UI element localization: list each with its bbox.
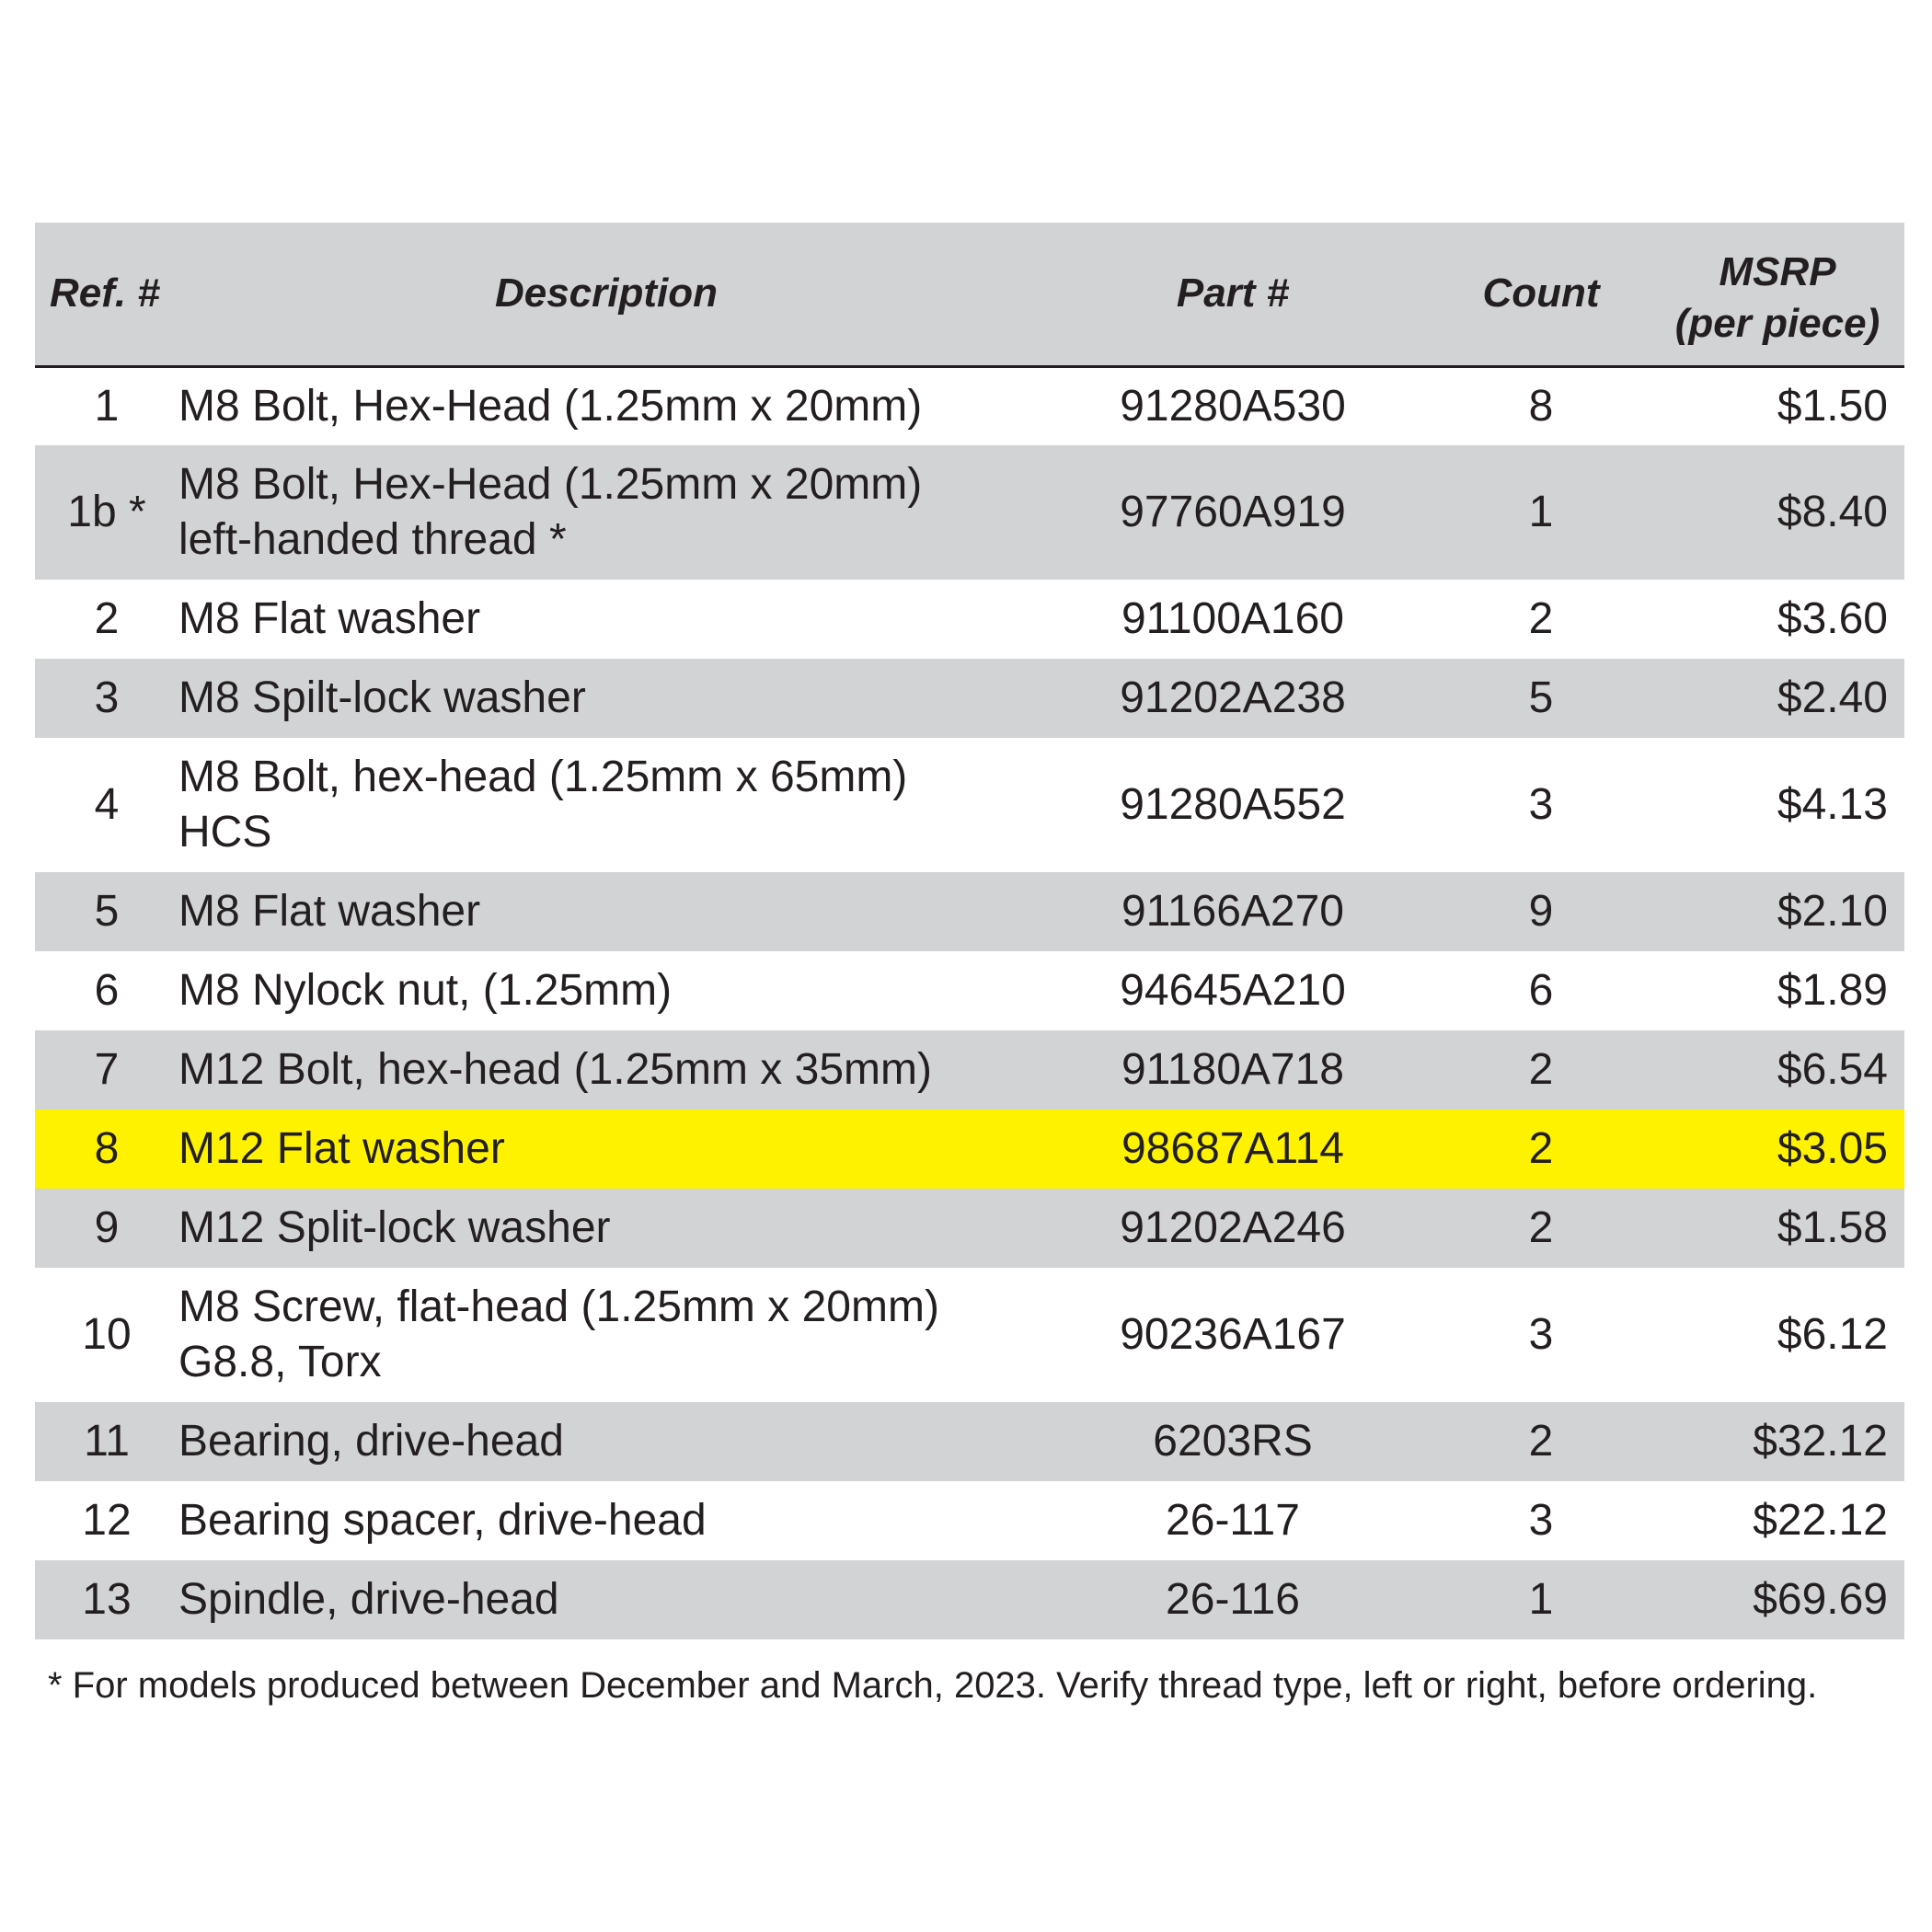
- cell-part-number: 6203RS: [1153, 1417, 1313, 1466]
- cell-ref: 1b *: [67, 488, 146, 536]
- cell-ref: 8: [94, 1124, 120, 1173]
- cell-msrp: $69.69: [1753, 1575, 1888, 1624]
- cell-part-number: 26-116: [1166, 1575, 1300, 1624]
- cell-count: 2: [1528, 594, 1554, 643]
- description-line-1: M8 Nylock nut, (1.25mm): [178, 966, 673, 1015]
- table-row: [35, 1189, 1904, 1268]
- description-line-1: M8 Bolt, Hex-Head (1.25mm x 20mm): [178, 381, 923, 431]
- cell-msrp: $3.05: [1777, 1124, 1888, 1173]
- cell-msrp: $1.58: [1777, 1203, 1888, 1252]
- cell-ref: 2: [94, 594, 120, 643]
- parts-table: [35, 223, 1904, 1639]
- table-row: [35, 951, 1904, 1030]
- cell-ref: 12: [82, 1496, 132, 1545]
- header-part: Part #: [1034, 223, 1432, 366]
- cell-part-number: 90236A167: [1120, 1310, 1346, 1359]
- cell-description: [178, 738, 1034, 872]
- cell-part-number: 91202A246: [1120, 1203, 1346, 1252]
- header-msrp-line1: MSRP: [1719, 249, 1836, 295]
- cell-description: [178, 1402, 1034, 1481]
- cell-description: [178, 445, 1034, 580]
- cell-part-number: 91180A718: [1121, 1045, 1344, 1094]
- table-header-row: [35, 223, 1904, 366]
- cell-description: [178, 1110, 1034, 1189]
- description-line-2: left-handed thread *: [178, 515, 567, 564]
- cell-ref: 9: [94, 1203, 120, 1252]
- cell-description: [178, 1189, 1034, 1268]
- cell-ref: 5: [94, 887, 120, 936]
- cell-count: 2: [1528, 1203, 1554, 1252]
- table-row: [35, 1481, 1904, 1560]
- cell-count: 8: [1528, 381, 1554, 431]
- description-line-1: M12 Flat washer: [178, 1124, 505, 1173]
- table-row: [35, 659, 1904, 738]
- cell-description: [178, 659, 1034, 738]
- description-line-1: M8 Bolt, hex-head (1.25mm x 65mm): [178, 753, 908, 801]
- header-count: Count: [1432, 223, 1650, 366]
- cell-description: [178, 1481, 1034, 1560]
- cell-ref: 10: [82, 1310, 132, 1359]
- table-row: [35, 1560, 1904, 1639]
- cell-ref: 3: [94, 673, 120, 722]
- header-description: Description: [178, 223, 1034, 366]
- cell-count: 6: [1528, 966, 1554, 1015]
- table-row: [35, 872, 1904, 951]
- cell-msrp: $22.12: [1753, 1496, 1888, 1545]
- cell-description: [178, 872, 1034, 951]
- cell-description: [178, 1030, 1034, 1110]
- cell-description: [178, 1560, 1034, 1639]
- header-msrp-line2: (per piece): [1674, 301, 1880, 347]
- description-line-1: M8 Spilt-lock washer: [178, 673, 586, 722]
- cell-msrp: $2.10: [1777, 887, 1888, 936]
- table-row: [35, 1030, 1904, 1110]
- cell-part-number: 26-117: [1166, 1496, 1300, 1545]
- cell-msrp: $1.89: [1777, 966, 1888, 1015]
- description-line-1: M8 Bolt, Hex-Head (1.25mm x 20mm): [178, 460, 923, 509]
- cell-msrp: $4.13: [1777, 780, 1888, 829]
- footnote: * For models produced between December and March, 2023. Verify thread type, left or right, before ordering.: [48, 1665, 1818, 1706]
- cell-ref: 1: [94, 381, 120, 431]
- cell-ref: 6: [94, 966, 120, 1015]
- description-line-1: M12 Bolt, hex-head (1.25mm x 35mm): [178, 1045, 932, 1094]
- cell-count: 9: [1528, 887, 1554, 936]
- cell-description: [178, 366, 1034, 445]
- cell-count: 1: [1528, 488, 1554, 536]
- cell-count: 1: [1528, 1575, 1554, 1624]
- cell-description: [178, 951, 1034, 1030]
- cell-description: [178, 1268, 1034, 1402]
- description-line-1: M8 Screw, flat-head (1.25mm x 20mm): [178, 1282, 939, 1331]
- cell-description: [178, 580, 1034, 659]
- cell-part-number: 91280A530: [1120, 381, 1346, 431]
- cell-ref: 7: [94, 1045, 120, 1094]
- cell-msrp: $6.12: [1777, 1310, 1888, 1359]
- cell-part-number: 98687A114: [1121, 1124, 1344, 1173]
- cell-msrp: $32.12: [1753, 1417, 1888, 1466]
- cell-count: 3: [1528, 1496, 1554, 1545]
- cell-msrp: $1.50: [1777, 381, 1888, 431]
- cell-msrp: $8.40: [1777, 488, 1888, 536]
- description-line-1: M8 Flat washer: [178, 594, 481, 643]
- cell-msrp: $2.40: [1777, 673, 1888, 722]
- description-line-1: Spindle, drive-head: [178, 1575, 559, 1624]
- table-row: [35, 738, 1904, 872]
- cell-ref: 11: [84, 1417, 130, 1466]
- table-row: [35, 1268, 1904, 1402]
- description-line-1: M12 Split-lock washer: [178, 1203, 611, 1252]
- cell-count: 5: [1528, 673, 1554, 722]
- cell-ref: 13: [82, 1575, 132, 1624]
- header-ref: Ref. #: [35, 223, 178, 366]
- description-line-2: HCS: [178, 808, 272, 857]
- table-row: [35, 445, 1904, 580]
- cell-count: 3: [1528, 1310, 1554, 1359]
- cell-count: 2: [1528, 1124, 1554, 1173]
- cell-part-number: 97760A919: [1120, 488, 1346, 536]
- cell-part-number: 91166A270: [1121, 887, 1344, 936]
- cell-msrp: $6.54: [1777, 1045, 1888, 1094]
- cell-count: 2: [1528, 1417, 1554, 1466]
- table-row: [35, 1402, 1904, 1481]
- cell-count: 3: [1528, 780, 1554, 829]
- table-row: [35, 580, 1904, 659]
- header-msrp: [1650, 223, 1904, 366]
- description-line-1: M8 Flat washer: [178, 887, 481, 936]
- table-row: [35, 1110, 1904, 1189]
- cell-part-number: 91100A160: [1121, 594, 1344, 643]
- cell-part-number: 91202A238: [1120, 673, 1346, 722]
- description-line-2: G8.8, Torx: [178, 1338, 382, 1386]
- cell-count: 2: [1528, 1045, 1554, 1094]
- description-line-1: Bearing, drive-head: [178, 1417, 564, 1466]
- cell-msrp: $3.60: [1777, 594, 1888, 643]
- table-body: [35, 366, 1904, 1639]
- cell-ref: 4: [94, 780, 120, 829]
- cell-part-number: 91280A552: [1120, 780, 1346, 829]
- description-line-1: Bearing spacer, drive-head: [178, 1496, 707, 1545]
- cell-part-number: 94645A210: [1120, 966, 1346, 1015]
- table-row: [35, 366, 1904, 445]
